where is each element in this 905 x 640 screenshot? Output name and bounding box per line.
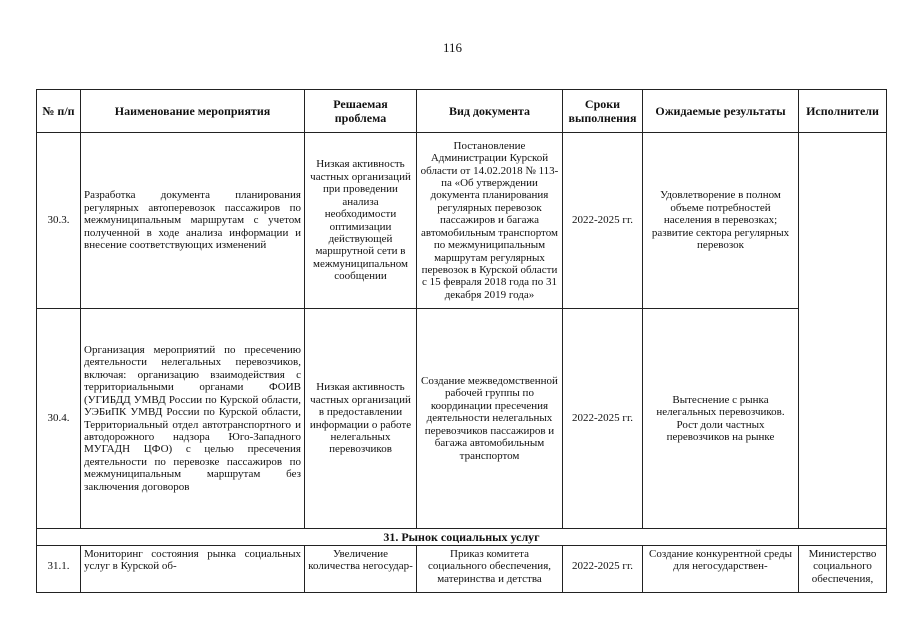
row-deadline-text: 2022-2025 гг. — [572, 560, 633, 572]
table-row — [37, 133, 887, 309]
row-num: 30.4. — [37, 309, 81, 529]
measures-table — [36, 89, 887, 593]
row-problem: Низкая активность частных организаций при проведении анализа необходимости оптимизации действующей маршрутной сети в межмуниципальном сообщении — [305, 133, 417, 309]
row-doc-type: Постановление Администрации Курской области от 14.02.2018 № 113-па «Об утверждении документа планирования регулярных перевозок пассажиров и багажа автомобильным транспортом по межмуниципальным маршрутам регулярных перевозок в Курской области с 15 февраля 2018 года по 31 декабря 2019 года» — [417, 133, 563, 309]
header-problem: Решаемая проблема — [305, 90, 417, 133]
row-problem: Низкая активность частных организаций в предоставлении информации о работе нелегальных перевозчиков — [305, 309, 417, 529]
section-title: 31. Рынок социальных услуг — [37, 529, 887, 546]
row-num: 30.3. — [37, 133, 81, 309]
page-number: 116 — [442, 40, 463, 55]
row-doc-type: Создание межведомственной рабочей группы по координации пресечения деятельности нелегальных перевозчиков пассажиров и багажа автомобильным транспортом — [417, 309, 563, 529]
row-num — [37, 546, 81, 593]
row-name-text: Мониторинг состояния рынка социальных услуг в Курской об- — [84, 548, 301, 573]
row-problem-text: Увеличение количества негосудар- — [308, 548, 413, 573]
header-num: № п/п — [37, 90, 81, 133]
row-results: Удовлетворение в полном объеме потребностей населения в перевозках; развитие сектора регулярных перевозок — [643, 133, 799, 309]
row-deadline: 2022-2025 гг. — [563, 309, 643, 529]
row-doc-type-text: Приказ комитета социального обеспечения, материнства и детства — [428, 548, 551, 585]
header-executors: Исполнители — [799, 90, 887, 133]
header-results: Ожидаемые результаты — [643, 90, 799, 133]
row-executors-text: Министерство социального обеспечения, — [808, 548, 877, 585]
row-problem — [305, 546, 417, 593]
table-row — [37, 546, 887, 593]
row-num-text: 31.1. — [47, 560, 70, 572]
header-deadline: Сроки выполнения — [563, 90, 643, 133]
section-row — [37, 529, 887, 546]
table-header-row — [37, 90, 887, 133]
row-executors-merged — [799, 133, 887, 529]
row-deadline — [563, 546, 643, 593]
header-doc-type: Вид документа — [417, 90, 563, 133]
row-name: Разработка документа планирования регулярных автоперевозок пассажиров по межмуниципальным маршрутам с учетом полученной в ходе анализа информации и внесение соответствующих изменений — [81, 133, 305, 309]
row-results: Вытеснение с рынка нелегальных перевозчиков. Рост доли частных перевозчиков на рынке — [643, 309, 799, 529]
row-results-text: Создание конкурентной среды для негосударствен- — [649, 548, 792, 573]
row-deadline: 2022-2025 гг. — [563, 133, 643, 309]
row-name — [81, 546, 305, 593]
table-row — [37, 309, 887, 529]
row-results — [643, 546, 799, 593]
row-doc-type — [417, 546, 563, 593]
row-name: Организация мероприятий по пресечению деятельности нелегальных перевозчиков, включая: организацию взаимодействия с территориальными органами ФОИВ (УГИБДД УМВД России по Курской области, УЭБиПК УМВД России по Курской области, Территориальный отдел автотранспортного и автодорожного надзора Юго-Западного МУГАДН ЦФО) с целью пресечения деятельности по перевозке пассажиров по межмуниципальным маршрутам без заключения договоров — [81, 309, 305, 529]
header-name: Наименование мероприятия — [81, 90, 305, 133]
row-executors — [799, 546, 887, 593]
